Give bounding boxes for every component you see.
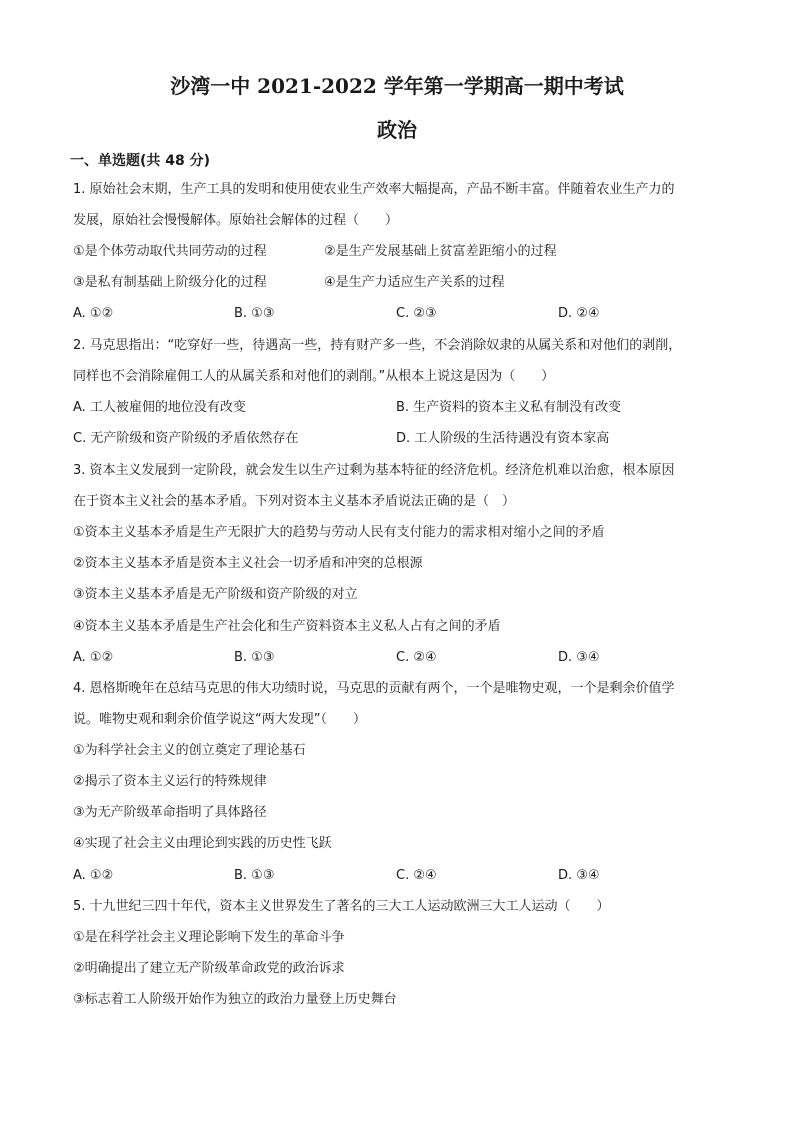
q2-stem-line1: 2. 马克思指出：“吃穿好一些，待遇高一些，持有财产多一些，不会消除奴隶的从属关系和对他们的剥削，: [73, 338, 682, 353]
q5-statement-2: ②明确提出了建立无产阶级革命政党的政治诉求: [73, 961, 345, 976]
q4-statement-3: ③为无产阶级革命指明了具体路径: [73, 805, 267, 820]
q1-stem-line2: 发展，原始社会慢慢解体。原始社会解体的过程（ ）: [73, 213, 399, 228]
q1-option-d: D. ②④: [558, 306, 600, 321]
q5-statement-3: ③标志着工人阶级开始作为独立的政治力量登上历史舞台: [73, 992, 397, 1007]
q1-option-b: B. ①③: [234, 306, 275, 321]
q3-stem-line2: 在于资本主义社会的基本矛盾。下列对资本主义基本矛盾说法正确的是（ ）: [73, 494, 516, 509]
q3-stem-line1: 3. 资本主义发展到一定阶段，就会发生以生产过剩为基本特征的经济危机。经济危机难以治愈，根本原因: [73, 463, 675, 478]
q1-statement-2: ②是生产发展基础上贫富差距缩小的过程: [324, 244, 557, 259]
q4-option-d: D. ③④: [558, 868, 600, 883]
q5-stem-line1: 5. 十九世纪三四十年代，资本主义世界发生了著名的三大工人运动欧洲三大工人运动（ ）: [73, 899, 610, 914]
section-heading: 一、单选题(共 48 分): [70, 153, 211, 169]
q4-statement-1: ①为科学社会主义的创立奠定了理论基石: [73, 743, 306, 758]
exam-title: 沙湾一中 2021-2022 学年第一学期高一期中考试: [170, 74, 624, 98]
subject-title: 政治: [377, 118, 417, 142]
q2-stem-line2: 同样也不会消除雇佣工人的从属关系和对他们的剥削。”从根本上说这是因为（ ）: [73, 369, 555, 384]
q5-statement-1: ①是在科学社会主义理论影响下发生的革命斗争: [73, 930, 345, 945]
q1-option-a: A. ①②: [73, 306, 114, 321]
q3-option-b: B. ①③: [234, 650, 275, 665]
q1-statement-3: ③是私有制基础上阶级分化的过程: [73, 275, 267, 290]
q2-option-d: D. 工人阶级的生活待遇没有资本家高: [396, 431, 610, 446]
q1-option-c: C. ②③: [396, 306, 437, 321]
q3-statement-4: ④资本主义基本矛盾是生产社会化和生产资料资本主义私人占有之间的矛盾: [73, 619, 501, 634]
q2-option-b: B. 生产资料的资本主义私有制没有改变: [396, 400, 622, 415]
q2-option-c: C. 无产阶级和资产阶级的矛盾依然存在: [73, 431, 299, 446]
q3-option-c: C. ②④: [396, 650, 437, 665]
q3-statement-2: ②资本主义基本矛盾是资本主义社会一切矛盾和冲突的总根源: [73, 556, 423, 571]
q4-option-a: A. ①②: [73, 868, 114, 883]
q2-option-a: A. 工人被雇佣的地位没有改变: [73, 400, 246, 415]
q1-stem-line1: 1. 原始社会末期，生产工具的发明和使用使农业生产效率大幅提高，产品不断丰富。伴随着农业生产力的: [73, 182, 675, 197]
q3-statement-3: ③资本主义基本矛盾是无产阶级和资产阶级的对立: [73, 587, 358, 602]
q4-stem-line1: 4. 恩格斯晚年在总结马克思的伟大功绩时说，马克思的贡献有两个，一个是唯物史观，一个是剩余价值学: [73, 681, 675, 696]
q4-option-c: C. ②④: [396, 868, 437, 883]
q4-statement-2: ②揭示了资本主义运行的特殊规律: [73, 774, 267, 789]
q4-stem-line2: 说。唯物史观和剩余价值学说这“两大发现”（ ）: [73, 712, 366, 727]
q3-option-d: D. ③④: [558, 650, 600, 665]
q4-option-b: B. ①③: [234, 868, 275, 883]
q3-option-a: A. ①②: [73, 650, 114, 665]
q1-statement-1: ①是个体劳动取代共同劳动的过程: [73, 244, 267, 259]
q1-statement-4: ④是生产力适应生产关系的过程: [324, 275, 505, 290]
q4-statement-4: ④实现了社会主义由理论到实践的历史性飞跃: [73, 836, 332, 851]
q3-statement-1: ①资本主义基本矛盾是生产无限扩大的趋势与劳动人民有支付能力的需求相对缩小之间的矛盾: [73, 525, 605, 540]
